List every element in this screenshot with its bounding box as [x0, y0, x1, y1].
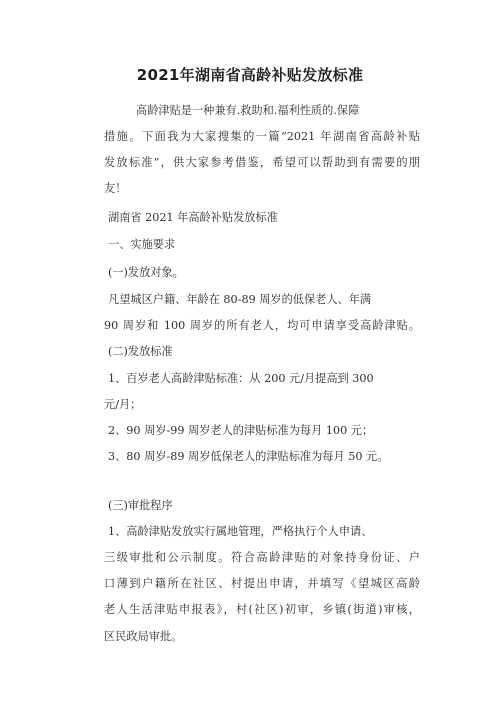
intro-line: 发放标准”，供大家参考借鉴，希望可以帮助到有需要的朋 [104, 156, 420, 169]
list-item: 2、90 周岁-99 周岁老人的津贴标准为每月 100 元； [108, 424, 374, 437]
body-line: 凡望城区户籍、年龄在 80-89 周岁的低保老人、年满 [108, 293, 372, 306]
body-line: 三级审批和公示制度。符合高龄津贴的对象持身份证、户 [104, 551, 420, 564]
body-line: 区民政局审批。 [104, 630, 183, 643]
list-item: 元/月； [104, 398, 142, 411]
body-line: 90 周岁和 100 周岁的所有老人，均可申请享受高龄津贴。 [104, 319, 420, 332]
list-item: 1、百岁老人高龄津贴标准：从 200 元/月提高到 300 [108, 372, 374, 385]
document-title: 2021年湖南省高龄补贴发放标准 [136, 66, 364, 84]
body-line: 口薄到户籍所在社区、村提出申请，并填写《望城区高龄 [104, 577, 420, 590]
subsection-heading: (二)发放标准 [108, 345, 173, 358]
intro-line: 友！ [104, 182, 127, 195]
list-item: 3、80 周岁-89 周岁低保老人的津贴标准为每月 50 元。 [108, 450, 389, 463]
body-line: 1、高龄津贴发放实行属地管理，严格执行个人申请、 [108, 525, 373, 538]
body-line: 老人生活津贴申报表》，村(社区)初审，乡镇(街道)审核， [104, 603, 420, 616]
doc-heading: 湖南省 2021 年高龄补贴发放标准 [108, 211, 278, 224]
subsection-heading: (三)审批程序 [108, 499, 173, 512]
intro-line: 高龄津贴是一种兼有.救助和.福利性质的.保障 [136, 104, 360, 117]
intro-line: 措施。下面我为大家搜集的一篇“2021 年湖南省高龄补贴 [104, 130, 420, 143]
subsection-heading: (一)发放对象。 [108, 266, 184, 279]
section-heading: 一、实施要求 [108, 238, 176, 251]
